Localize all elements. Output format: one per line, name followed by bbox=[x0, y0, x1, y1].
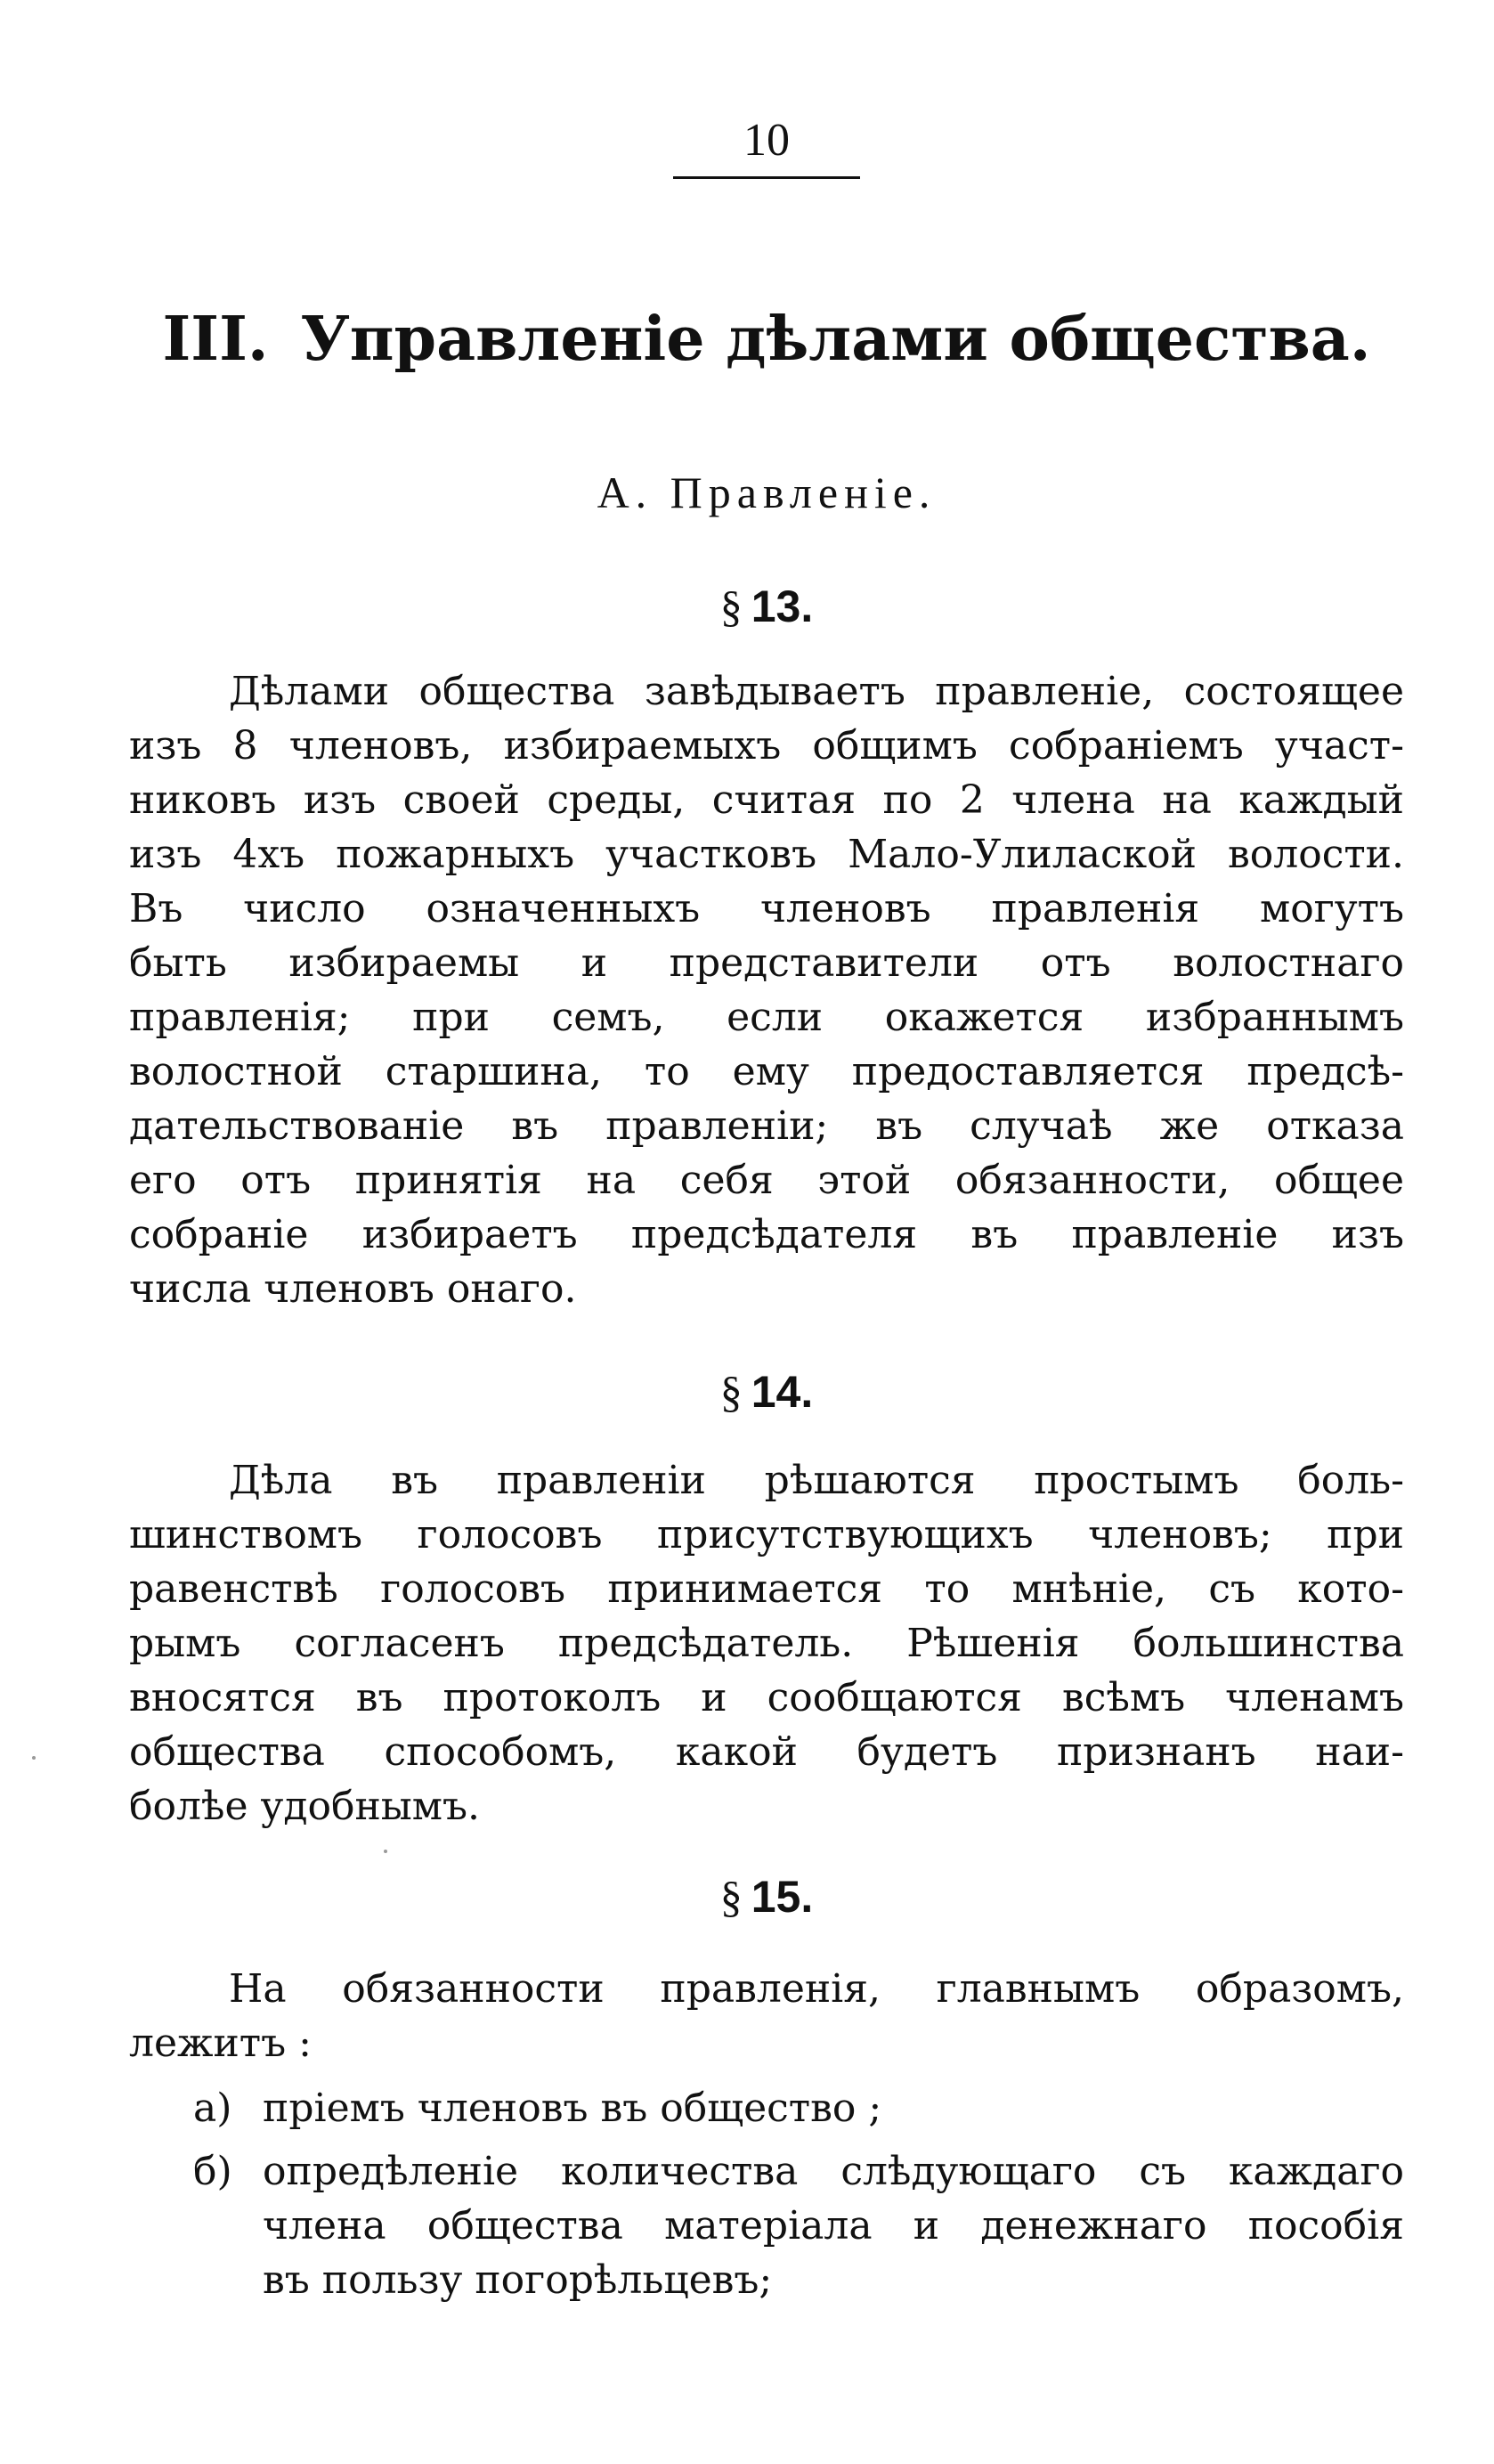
duties-list bbox=[129, 2081, 1404, 2316]
text-line: изъ 4хъ пожарныхъ участковъ Мало-Улилаской волости. bbox=[129, 832, 1404, 877]
text-line: Въ число означенныхъ членовъ правленія могутъ bbox=[129, 886, 1404, 931]
chapter-roman-numeral: III. bbox=[162, 304, 269, 375]
paper-speck bbox=[32, 1756, 36, 1760]
page-number: 10 bbox=[673, 114, 860, 179]
text-line: члена общества матеріала и денежнаго пособія bbox=[263, 2203, 1404, 2249]
section-number: 15. bbox=[751, 1872, 814, 1922]
section-15-text bbox=[129, 1962, 1404, 2070]
text-line: никовъ изъ своей среды, считая по 2 члена на каждый bbox=[129, 777, 1404, 823]
text-line: рымъ согласенъ предсѣдатель. Рѣшенія большинства bbox=[129, 1621, 1404, 1666]
text-line: болѣе удобнымъ. bbox=[129, 1784, 481, 1829]
subsection-heading: А. Правленіе. bbox=[597, 468, 937, 517]
section-sign: § bbox=[719, 1367, 743, 1417]
text-line: Дѣлами общества завѣдываетъ правленіе, состоящее bbox=[229, 669, 1404, 714]
text-line: лежитъ : bbox=[129, 2021, 312, 2066]
section-number: 13. bbox=[751, 581, 814, 631]
text-line: числа членовъ онаго. bbox=[129, 1266, 577, 1312]
chapter-title-text: Управленіе дѣлами общества. bbox=[300, 304, 1371, 375]
text-line: въ пользу погорѣльцевъ; bbox=[263, 2257, 773, 2303]
list-item bbox=[129, 2144, 1404, 2307]
section-sign: § bbox=[719, 1872, 743, 1922]
text-line: Дѣла въ правленіи рѣшаются простымъ боль- bbox=[229, 1458, 1404, 1503]
list-marker: а) bbox=[193, 2086, 232, 2131]
list-item bbox=[129, 2081, 1404, 2135]
document-page bbox=[129, 0, 1404, 2464]
text-line: опредѣленіе количества слѣдующаго съ каждаго bbox=[263, 2149, 1404, 2194]
text-line: правленія; при семъ, если окажется избраннымъ bbox=[129, 995, 1404, 1040]
section-14-text bbox=[129, 1453, 1404, 1834]
text-line: вносятся въ протоколъ и сообщаются всѣмъ членамъ bbox=[129, 1675, 1404, 1720]
section-number: 14. bbox=[751, 1367, 814, 1417]
text-line: собраніе избираетъ предсѣдателя въ правленіе изъ bbox=[129, 1212, 1404, 1257]
text-line: На обязанности правленія, главнымъ образомъ, bbox=[229, 1966, 1404, 2012]
section-sign: § bbox=[719, 581, 743, 631]
text-line: пріемъ членовъ въ общество ; bbox=[263, 2086, 882, 2131]
section-15-heading bbox=[129, 1866, 1404, 1928]
text-line: волостной старшина, то ему предоставляется предсѣ- bbox=[129, 1049, 1404, 1094]
text-line: быть избираемы и представители отъ волостнаго bbox=[129, 940, 1404, 986]
text-line: его отъ принятія на себя этой обязанности, общее bbox=[129, 1158, 1404, 1203]
text-line: шинствомъ голосовъ присутствующихъ членовъ; при bbox=[129, 1512, 1404, 1557]
paper-speck bbox=[384, 1850, 387, 1853]
section-14-heading bbox=[129, 1361, 1404, 1423]
text-line: изъ 8 членовъ, избираемыхъ общимъ собраніемъ участ- bbox=[129, 723, 1404, 768]
text-line: общества способомъ, какой будетъ признанъ наи- bbox=[129, 1729, 1404, 1775]
section-13-text bbox=[129, 664, 1404, 1316]
list-marker: б) bbox=[193, 2149, 232, 2194]
chapter-title bbox=[129, 299, 1404, 379]
text-line: дательствованіе въ правленіи; въ случаѣ же отказа bbox=[129, 1103, 1404, 1149]
page-number-block bbox=[129, 114, 1404, 179]
section-13-heading bbox=[129, 575, 1404, 638]
text-line: равенствѣ голосовъ принимается то мнѣніе, съ кото- bbox=[129, 1566, 1404, 1612]
